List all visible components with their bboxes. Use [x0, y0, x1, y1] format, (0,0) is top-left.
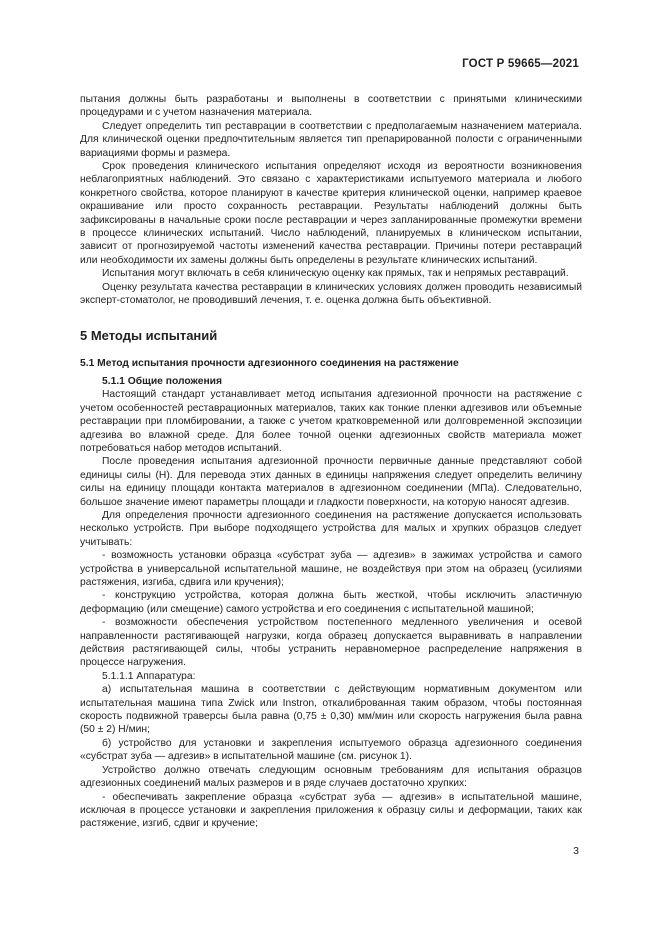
paragraph: После проведения испытания адгезионной прочности первичные данные представляют собой единицы силы (Н). Для перевода этих данных в единицы напряжения следует определить величину силы на единицу площади контакта материалов в адгезионном соединении (МПа). Следовательно, большое значение имеют параметры площади и гладкости поверхности, на которую наносят адгезив. — [80, 456, 582, 508]
section-heading: 5 Методы испытаний — [80, 327, 218, 343]
list-item: - конструкцию устройства, которая должна быть жесткой, чтобы исключить эластичную деформацию (или смещение) самого устройства и его соединения с испытательной машиной; — [80, 590, 582, 615]
document-code: ГОСТ Р 59665—2021 — [462, 58, 579, 70]
subsection-heading: 5.1 Метод испытания прочности адгезионного соединения на растяжение — [80, 357, 459, 369]
document-body — [80, 93, 582, 831]
subsubsection-heading: 5.1.1 Общие положения — [102, 375, 222, 387]
page-number: 3 — [573, 845, 579, 857]
paragraph: Оценку результата качества реставрации в клинических условиях должен проводить независимый эксперт-стоматолог, не проводивший лечения, т. е. оценка должна быть объективной. — [80, 281, 582, 307]
list-item: б) устройство для установки и закрепления испытуемого образца адгезионного соединения «субстрат зуба — адгезив» в испытательной машине (см. рисунок 1). — [80, 737, 582, 763]
paragraph: Настоящий стандарт устанавливает метод испытания адгезионной прочности на растяжение с учетом особенностей реставрационных материалов, таких как тонкие пленки адгезивов или объемные реставрации при пломбировании, а также с учетом кратковременной или долговременной экспозиции адгезива во влажной среде. Для более точной оценки адгезионных свойств материала может потребоваться набор методов испытаний. — [80, 389, 582, 454]
list-item: - возможность установки образца «субстрат зуба — адгезив» в зажимах устройства и самого устройства в универсальной испытательной машине, не воздействуя при этом на образец (усилиями растяжения, изгиба, сдвига или кручения); — [80, 550, 582, 588]
paragraph: Устройство должно отвечать следующим основным требованиям для испытания образцов адгезионных соединений малых размеров и в ряде случаев достаточно хрупких: — [80, 764, 582, 790]
list-item: - обеспечивать закрепление образца «субстрат зуба — адгезив» в испытательной машине, исключая в процессе установки и закрепления приложения к образцу силы и деформации, таких как растяжение, изгиб, сдвиг и кручение; — [80, 791, 582, 830]
list-item: а) испытательная машина в соответствии с действующим нормативным документом или испытательная машина типа Zwick или Instron, откалиброванная таким образом, чтобы постоянная скорость подвижной траверсы была равна (0,75 ± 0,30) мм/мин или скорость нагружения была равна (50 ± 2) Н/мин; — [80, 684, 582, 736]
list-item: - возможности обеспечения устройством постепенного медленного увеличения и осевой направленности растягивающей нагрузки, когда образец допускается выравнивать в направлении действия растягивающей силы, чтобы устранить неравномерное распределение напряжения в процессе нагружения. — [80, 617, 582, 669]
paragraph: Следует определить тип реставрации в соответствии с предполагаемым назначением материала. Для клинической оценки предпочтительным является тип препарированной полости с ограниченными вариациями формы и размера. — [80, 120, 582, 159]
paragraph: пытания должны быть разработаны и выполнены в соответствии с принятыми клиническими процедурами и с учетом назначения материала. — [80, 94, 582, 119]
paragraph: 5.1.1.1 Аппаратура: — [102, 670, 196, 682]
paragraph: Испытания могут включать в себя клиническую оценку как прямых, так и непрямых реставраций. — [102, 268, 569, 280]
paragraph: Срок проведения клинического испытания определяют исходя из вероятности возникновения неблагоприятных наблюдений. Это связано с характеристиками испытуемого материала и любого конкретного свойства, которое планируют в качестве критерия клинической оценки, например краевое окрашивание или просто сохранность реставрации. Результаты наблюдений должны быть зафиксированы в начальные сроки после реставрации и через запланированные промежутки времени в процессе клинических испытаний. Число наблюдений, планируемых в клиническом испытании, зависит от прогнозируемой частоты изменений качества реставрации. Причины потери реставраций или необходимости их замены должны быть определены в результате клинических испытаний. — [80, 161, 582, 266]
paragraph: Для определения прочности адгезионного соединения на растяжение допускается использовать несколько устройств. При выборе подходящего устройства для малых и хрупких образцов следует учитывать: — [80, 509, 582, 548]
